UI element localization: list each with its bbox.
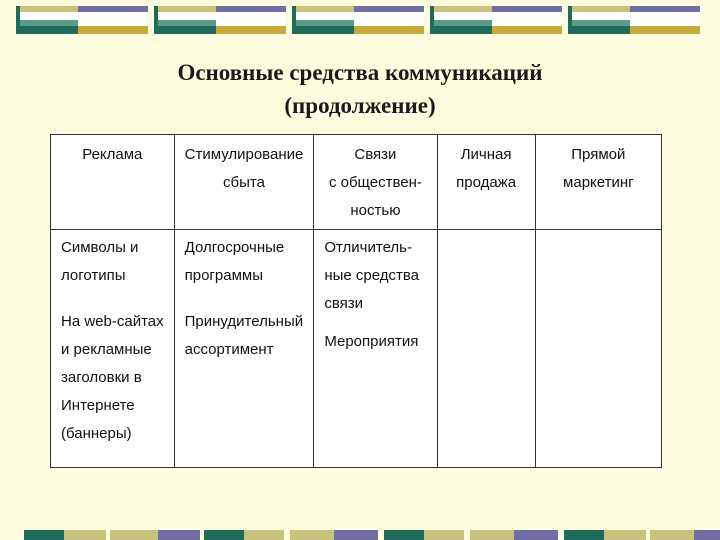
cell-public-relations: Отличитель- ные средства связи Мероприятия — [314, 230, 437, 468]
band-block — [16, 6, 148, 34]
title-line-2: (продолжение) — [284, 93, 436, 118]
header-sales-promotion: Стимулирование сбыта — [174, 135, 314, 230]
header-advertising: Реклама — [51, 135, 175, 230]
band-block — [430, 6, 562, 34]
cell-direct-marketing — [535, 230, 661, 468]
table-row — [51, 230, 662, 468]
cell-sales-promotion: Долгосрочные программы Принудительный ассортимент — [174, 230, 314, 468]
top-decorative-band — [0, 6, 720, 34]
title-line-1: Основные средства коммуникаций — [177, 60, 543, 85]
header-personal-selling: Личная продажа — [437, 135, 535, 230]
cell-advertising: Символы и логотипы На web-сайтах и рекламные заголовки в Интернете (баннеры) — [51, 230, 175, 468]
cell-personal-selling — [437, 230, 535, 468]
table-header-row — [51, 135, 662, 230]
slide-title — [0, 56, 720, 122]
communication-means-table — [50, 134, 662, 468]
band-block — [568, 6, 700, 34]
header-public-relations: Связи с обществен- ностью — [314, 135, 437, 230]
band-block — [154, 6, 286, 34]
bottom-decorative-band — [0, 530, 720, 540]
band-block — [292, 6, 424, 34]
header-direct-marketing: Прямой маркетинг — [535, 135, 661, 230]
